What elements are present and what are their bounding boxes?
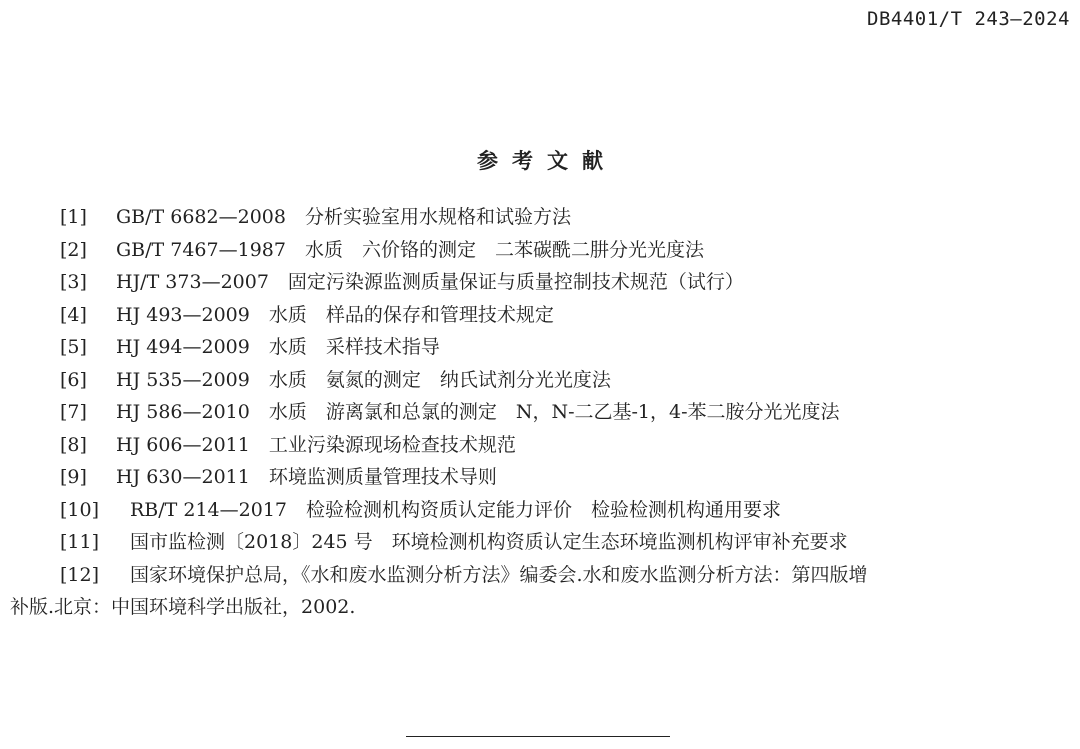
section-title: 参考文献	[477, 149, 617, 173]
reference-text: HJ 493—2009 水质 样品的保存和管理技术规定	[116, 303, 554, 326]
reference-text: RB/T 214—2017 检验检测机构资质认定能力评价 检验检测机构通用要求	[130, 498, 782, 521]
reference-text: HJ 535—2009 水质 氨氮的测定 纳氏试剂分光光度法	[116, 368, 611, 391]
reference-number: [9]	[60, 466, 87, 488]
reference-number: [2]	[60, 238, 87, 261]
reference-item	[0, 494, 1080, 527]
reference-number: [11]	[60, 531, 100, 553]
reference-text: GB/T 6682—2008 分析实验室用水规格和试验方法	[116, 206, 571, 228]
reference-item	[0, 234, 1080, 267]
reference-number: [1]	[60, 206, 87, 228]
reference-number: [5]	[60, 336, 87, 358]
reference-text: GB/T 7467—1987 水质 六价铬的测定 二苯碳酰二肼分光光度法	[116, 238, 704, 261]
reference-number: [7]	[60, 401, 87, 423]
reference-item	[0, 526, 1080, 559]
reference-item	[0, 201, 1080, 234]
reference-first-line	[60, 559, 1072, 592]
reference-text: HJ 586—2010 水质 游离氯和总氯的测定 N，N-二乙基-1，4-苯二胺分光光度法	[116, 401, 840, 423]
reference-item	[0, 299, 1080, 332]
reference-item	[0, 429, 1080, 462]
reference-continuation-line: 补版.北京：中国环境科学出版社，2002.	[10, 596, 356, 618]
end-of-document-rule	[406, 736, 670, 737]
reference-item	[0, 331, 1080, 364]
reference-text: HJ 630—2011 环境监测质量管理技术导则	[116, 466, 497, 488]
reference-number: [12]	[60, 563, 100, 586]
reference-item	[0, 364, 1080, 397]
reference-number: [10]	[60, 498, 100, 521]
reference-text: HJ/T 373—2007 固定污染源监测质量保证与质量控制技术规范（试行）	[116, 271, 744, 293]
reference-text: 国家环境保护总局，《水和废水监测分析方法》编委会.水和废水监测分析方法：第四版增	[130, 563, 868, 586]
reference-list	[0, 201, 1080, 624]
reference-number: [6]	[60, 368, 87, 391]
reference-item	[0, 559, 1080, 624]
reference-item	[0, 461, 1080, 494]
reference-number: [3]	[60, 271, 87, 293]
reference-number: [4]	[60, 303, 87, 326]
reference-text: HJ 606—2011 工业污染源现场检查技术规范	[116, 433, 516, 456]
reference-number: [8]	[60, 433, 87, 456]
document-code: DB4401/T 243—2024	[867, 8, 1070, 30]
reference-text: 国市监检测〔2018〕245 号 环境检测机构资质认定生态环境监测机构评审补充要求	[130, 531, 848, 553]
reference-item	[0, 396, 1080, 429]
reference-text: HJ 494—2009 水质 采样技术指导	[116, 336, 440, 358]
reference-item	[0, 266, 1080, 299]
